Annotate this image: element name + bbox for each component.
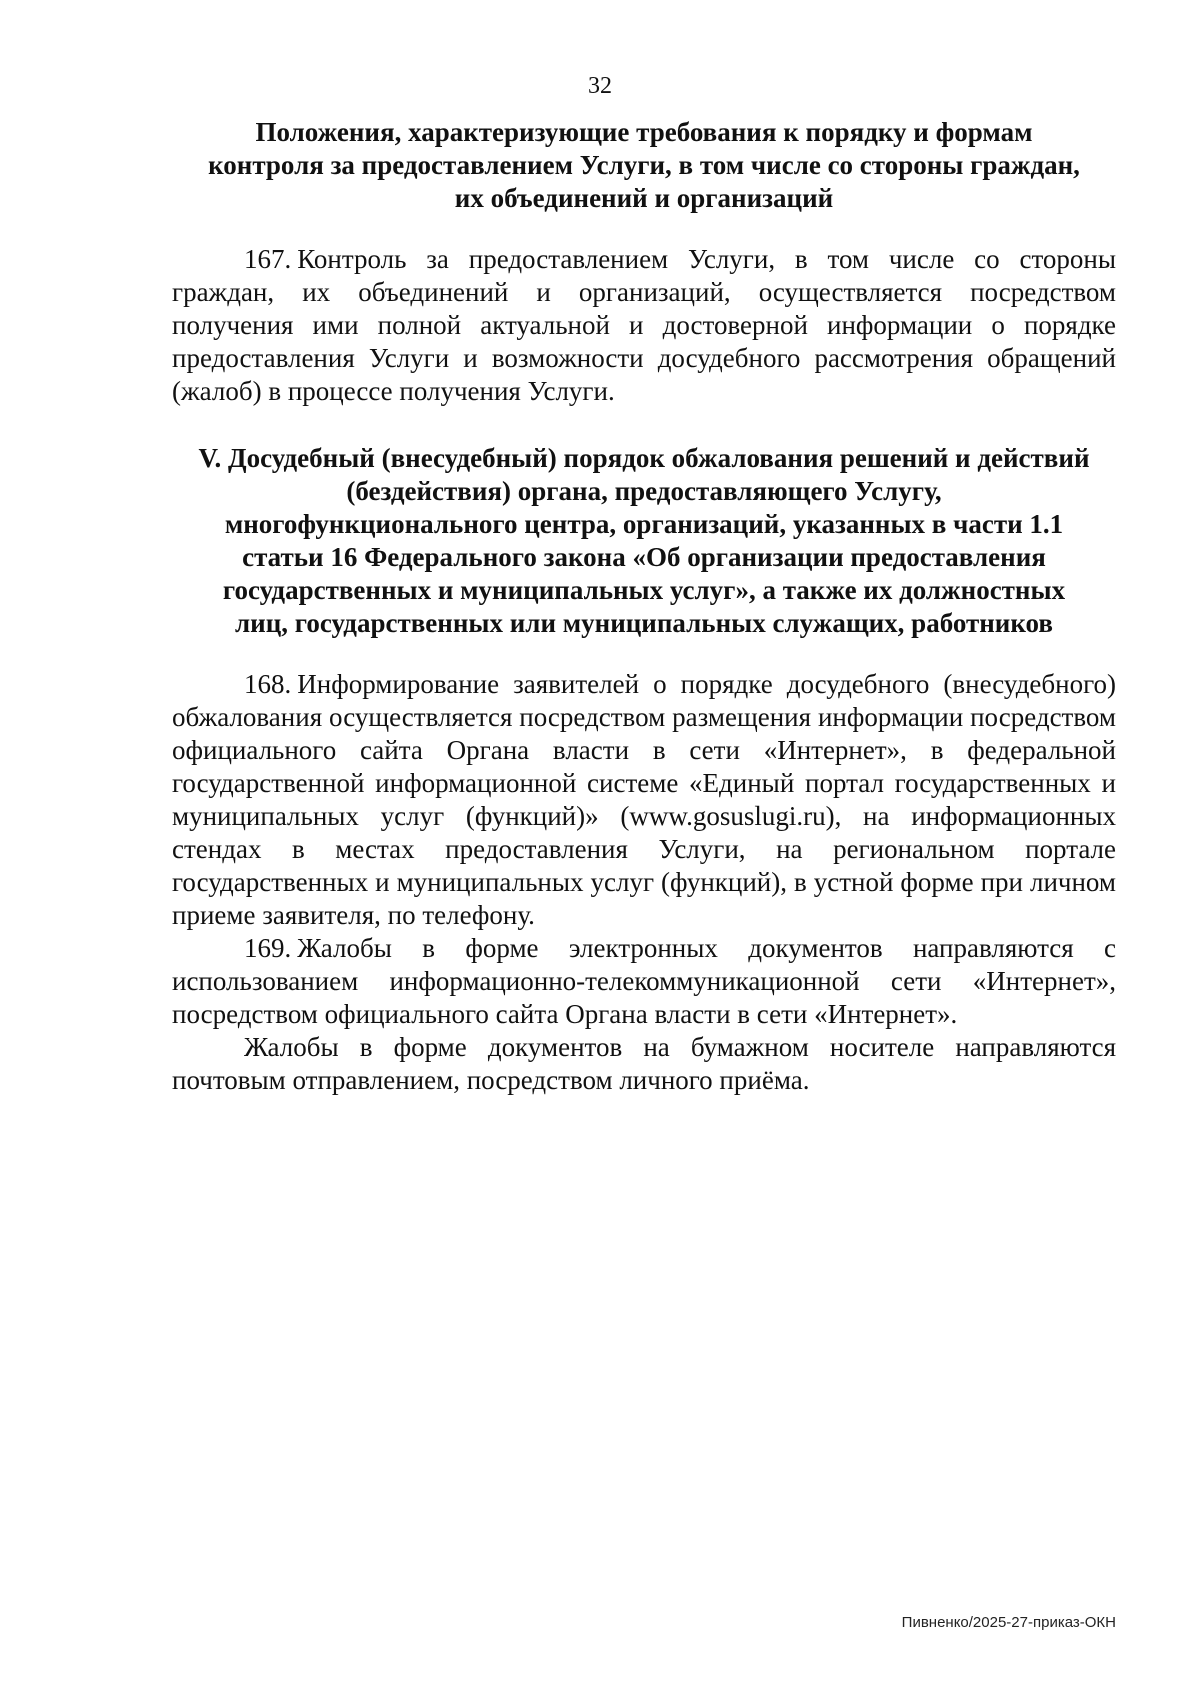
paragraph-number: 167.	[244, 244, 292, 274]
paragraph-167	[172, 243, 1116, 408]
paragraph-text: Жалобы в форме электронных документов направляются с использованием информационно-телекоммуникационной сети «Интернет», посредством официального сайта Органа власти в сети «Интернет».	[172, 933, 1116, 1029]
paragraph-number: 168.	[244, 669, 292, 699]
paragraph-169	[172, 932, 1116, 1031]
paragraph-paper-complaints	[172, 1031, 1116, 1097]
heading-line: государственных и муниципальных услуг», а также их должностных	[222, 575, 1066, 605]
heading-line: V. Досудебный (внесудебный) порядок обжалования решений и действий	[198, 443, 1090, 473]
heading-line: (бездействия) органа, предоставляющего Услугу,	[346, 476, 942, 506]
heading-line: Положения, характеризующие требования к порядку и формам	[255, 117, 1033, 147]
page-number: 32	[588, 73, 612, 99]
paragraph-text: Информирование заявителей о порядке досудебного (внесудебного) обжалования осуществляется посредством размещения информации посредством официального сайта Органа власти в сети «Интернет», в федеральной государственной информационной системе «Единый портал государственных и муниципальных услуг (функций)» (www.gosuslugi.ru), на информационных стендах в местах предоставления Услуги, на региональном портале государственных и муниципальных услуг (функций), в устной форме при личном приеме заявителя, по телефону.	[172, 669, 1116, 930]
heading-line: их объединений и организаций	[454, 183, 834, 213]
heading-line: многофункционального центра, организаций, указанных в части 1.1	[224, 509, 1064, 539]
paragraph-text: Контроль за предоставлением Услуги, в том числе со стороны граждан, их объединений и организаций, осуществляется посредством получения ими полной актуальной и достоверной информации о порядке предоставления Услуги и возможности досудебного рассмотрения обращений (жалоб) в процессе получения Услуги.	[172, 244, 1116, 406]
paragraph-168	[172, 668, 1116, 932]
section-heading-appeal	[172, 442, 1116, 640]
document-footer-id: Пивненко/2025-27-приказ-ОКН	[901, 1614, 1116, 1631]
paragraph-text: Жалобы в форме документов на бумажном носителе направляются почтовым отправлением, посредством личного приёма.	[172, 1032, 1116, 1095]
paragraph-number: 169.	[244, 933, 292, 963]
section-heading-control	[172, 116, 1116, 215]
document-body	[172, 116, 1116, 1097]
heading-line: контроля за предоставлением Услуги, в том числе со стороны граждан,	[208, 150, 1080, 180]
heading-line: статьи 16 Федерального закона «Об организации предоставления	[242, 542, 1046, 572]
heading-line: лиц, государственных или муниципальных служащих, работников	[235, 608, 1053, 638]
